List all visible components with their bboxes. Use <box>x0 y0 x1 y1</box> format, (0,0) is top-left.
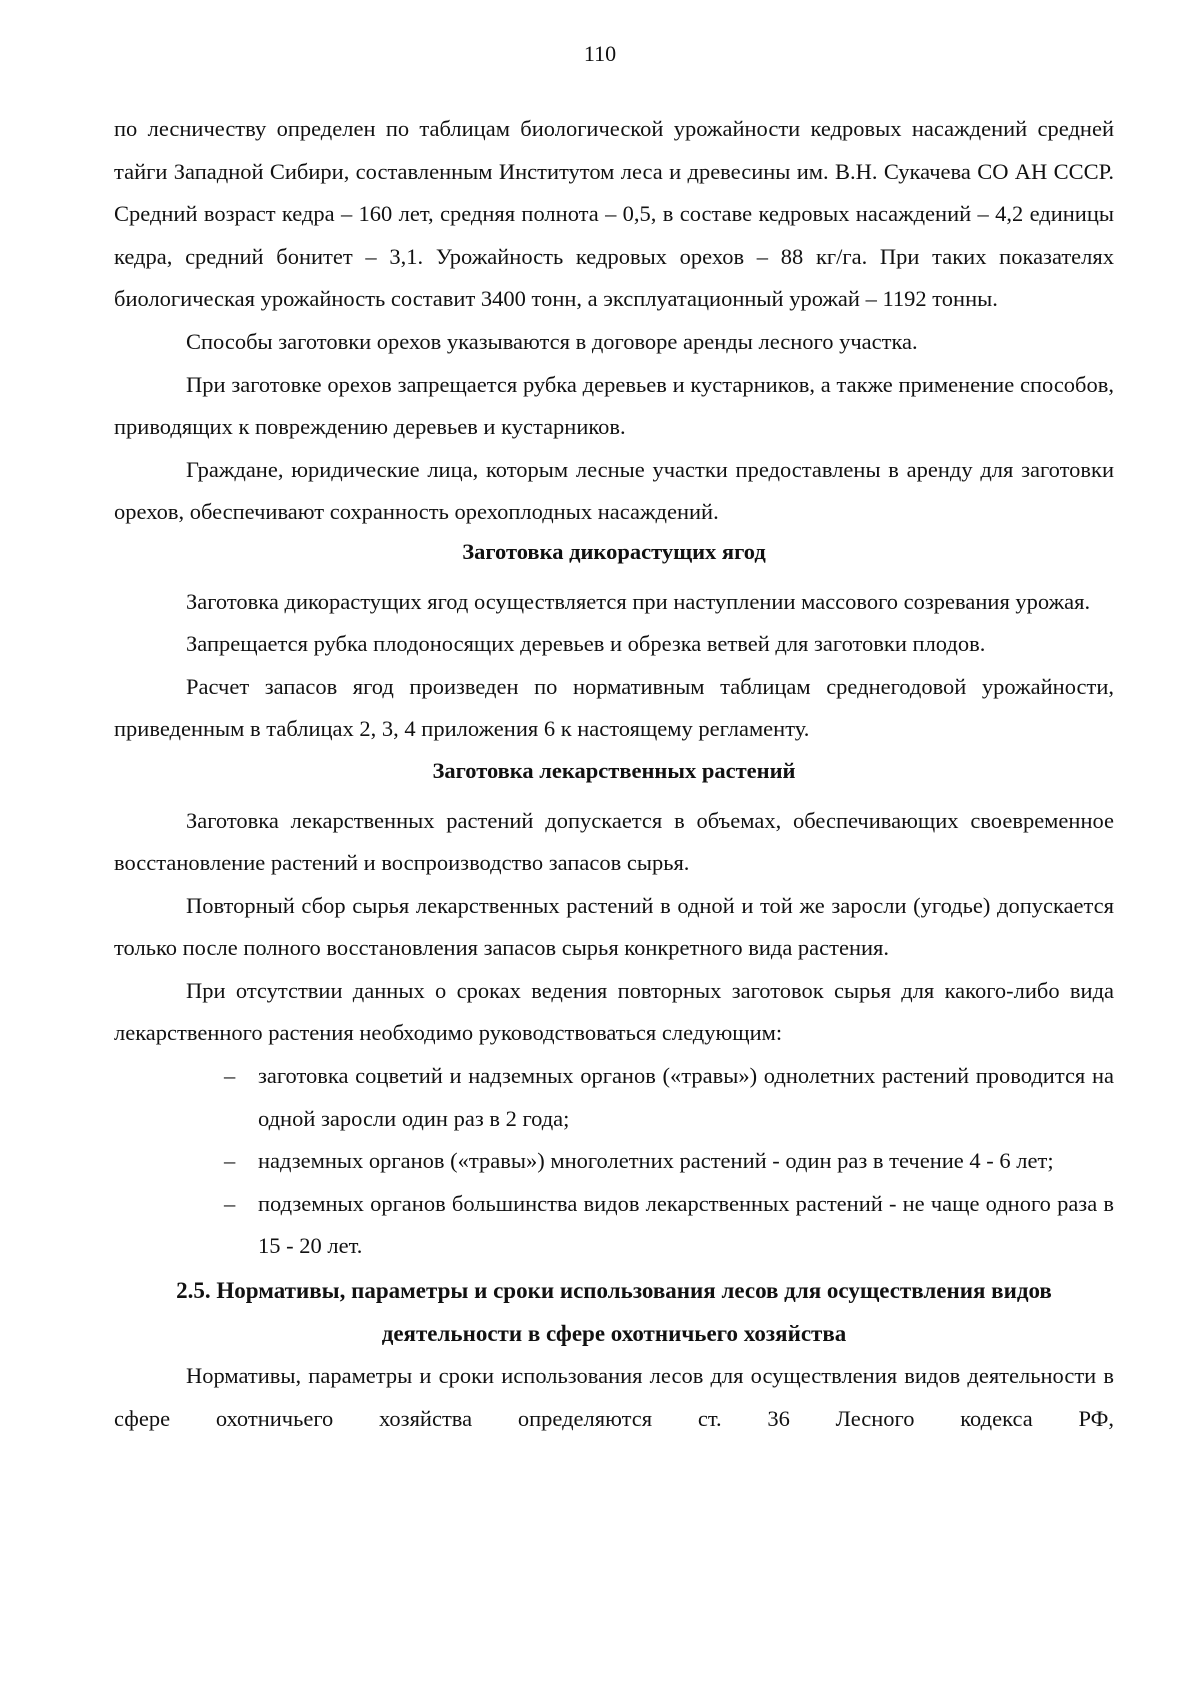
list-item <box>114 1183 1114 1268</box>
section-heading-line-1: 2.5. Нормативы, параметры и сроки использования лесов для осуществления видов <box>176 1278 1052 1304</box>
paragraph-berries-harvest: Заготовка дикорастущих ягод осуществляется при наступлении массового созревания урожая. <box>186 588 1091 614</box>
list-item-text: надземных органов («травы») многолетних растений - один раз в течение 4 - 6 лет; <box>258 1148 1054 1174</box>
paragraph-nut-methods: Способы заготовки орехов указываются в договоре аренды лесного участка. <box>186 328 918 354</box>
medicinal-rules-list <box>114 1055 1114 1268</box>
list-item-text: заготовка соцветий и надземных органов («травы») однолетних растений проводится на одной заросли один раз в 2 года; <box>258 1063 1114 1131</box>
paragraph-berries-prohibition: Запрещается рубка плодоносящих деревьев и обрезка ветвей для заготовки плодов. <box>186 631 986 657</box>
list-dash: – <box>224 1148 236 1174</box>
list-dash: – <box>224 1190 236 1216</box>
paragraph-medicinal-guidance: При отсутствии данных о сроках ведения повторных заготовок сырья для какого-либо вида лекарственного растения необходимо руководствоваться следующим: <box>114 977 1114 1046</box>
heading-wild-berries: Заготовка дикорастущих ягод <box>462 538 766 564</box>
list-dash: – <box>224 1063 236 1089</box>
paragraph-nut-preservation: Граждане, юридические лица, которым лесные участки предоставлены в аренду для заготовки орехов, обеспечивают сохранность орехоплодных насаждений. <box>114 456 1114 525</box>
paragraph-hunting-norms: Нормативы, параметры и сроки использования лесов для осуществления видов деятельности в сфере охотничьего хозяйства определяются ст. 36 Лесного кодекса РФ, <box>114 1363 1114 1431</box>
paragraph-medicinal-volumes: Заготовка лекарственных растений допускается в объемах, обеспечивающих своевременное восстановление растений и воспроизводство запасов сырья. <box>114 807 1114 876</box>
section-heading-line-2: деятельности в сфере охотничьего хозяйства <box>381 1320 847 1346</box>
paragraph-medicinal-repeat: Повторный сбор сырья лекарственных растений в одной и той же заросли (угодье) допускается только после полного восстановления запасов сырья конкретного вида растения. <box>114 892 1114 961</box>
list-item <box>114 1055 1114 1140</box>
page-number: 110 <box>583 41 617 66</box>
document-body <box>114 108 1114 1440</box>
list-item <box>114 1140 1114 1183</box>
heading-medicinal-plants: Заготовка лекарственных растений <box>432 757 796 783</box>
paragraph-nut-yield: по лесничеству определен по таблицам биологической урожайности кедровых насаждений средней тайги Западной Сибири, составленным Институтом леса и древесины им. В.Н. Сукачева СО АН СССР. Средний возраст кедра – 160 лет, средняя полнота – 0,5, в составе кедровых насаждений – 4,2 единицы кедра, средний бонитет – 3,1. Урожайность кедровых орехов – 88 кг/га. При таких показателях биологическая урожайность составит 3400 тонн, а эксплуатационный урожай – 1192 тонны. <box>114 116 1114 312</box>
list-item-text: подземных органов большинства видов лекарственных растений - не чаще одного раза в 15 - 20 лет. <box>258 1190 1114 1259</box>
paragraph-nut-prohibition: При заготовке орехов запрещается рубка деревьев и кустарников, а также применение способов, приводящих к повреждению деревьев и кустарников. <box>114 371 1114 440</box>
section-heading-2-5 <box>114 1270 1114 1355</box>
paragraph-berries-calculation: Расчет запасов ягод произведен по нормативным таблицам среднегодовой урожайности, приведенным в таблицах 2, 3, 4 приложения 6 к настоящему регламенту. <box>114 673 1114 742</box>
